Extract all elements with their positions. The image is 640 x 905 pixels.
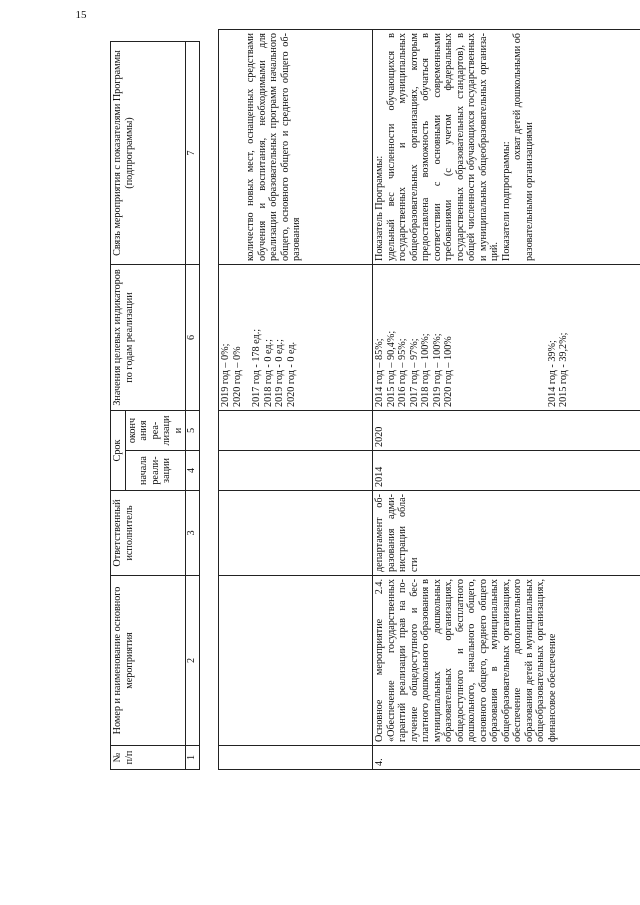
page-number: 15 xyxy=(75,9,87,21)
column-number-5: 5 xyxy=(186,411,200,451)
row-4-executor: департамент образования администрации области xyxy=(373,491,640,576)
program-indicator-text: удельный вес численности обучающихся в государственных и муниципальных общеобразовательных организациях, которым предоставлена возможность обучаться в соответствии с основными современными требованиями (с учетом федеральных государственных образовательных стандартов), в общей численности обучающихся государственных и муниципальных общеобразовательных организаций. xyxy=(385,33,500,261)
continued-value: 2020 год – 0% xyxy=(231,346,243,407)
row-4-value: 2014 год - 39%; xyxy=(546,340,558,407)
continued-value: 2017 год - 178 ед.; xyxy=(251,328,262,407)
body-table xyxy=(218,29,640,770)
subprogram-indicator-text: охват детей дошкольными об xyxy=(512,33,523,160)
row-4-value: 2016 год – 95%; xyxy=(397,338,408,407)
row-4-value: 2014 год – 85%; xyxy=(374,338,385,407)
row-4-values xyxy=(373,265,640,411)
continued-link-cell xyxy=(219,30,373,265)
continued-link-text: количество новых мест, оснащенных средствами обучения и воспитания, необходимыми для реализации образовательных программ начального общего, основного общего и среднего общего образования xyxy=(245,33,302,261)
row-4-value: 2019 год – 100%; xyxy=(431,333,443,407)
row-4-value: 2020 год – 100% xyxy=(443,336,454,407)
continued-value: 2019 год - 0 ед.; xyxy=(274,339,285,407)
subprogram-indicator-text: разовательными организациями xyxy=(523,122,535,261)
header-col-start: начала реализации xyxy=(125,451,186,491)
header-col-term: Срок xyxy=(111,411,126,491)
header-col-end: окончания реализации xyxy=(125,411,186,451)
row-4-end: 2020 xyxy=(373,411,640,451)
table-row-continued xyxy=(219,30,373,770)
column-number-4: 4 xyxy=(186,451,200,491)
header-col-executor: Ответственный исполнитель xyxy=(111,491,186,576)
row-4-start: 2014 xyxy=(373,451,640,491)
program-indicator-label: Показатель Программы: xyxy=(374,155,385,261)
row-4-value: 2015 год - 39,2%; xyxy=(558,332,569,407)
row-4-link xyxy=(373,30,640,265)
column-number-3: 3 xyxy=(186,491,200,576)
column-number-7: 7 xyxy=(186,42,200,265)
column-number-1: 1 xyxy=(186,746,200,770)
header-col-link: Связь мероприятия с показателями Программы (подпрограммы) xyxy=(111,42,186,265)
row-4-number: 4. xyxy=(373,746,640,770)
row-4-value: 2017 год – 97%; xyxy=(408,338,420,407)
subprogram-indicator-label: Показатели подпрограммы: xyxy=(500,141,512,261)
continued-values-cell xyxy=(219,265,373,411)
header-col-name: Номер и наименование основного мероприятия xyxy=(111,576,186,746)
row-4-name: Основное мероприятие 2.4. «Обеспечение государственных гарантий реализации прав на получение общедоступного и бесплатного дошкольного образования в муниципальных дошкольных образовательных организациях, общедоступного и бесплатного дошкольного, начального общего, основного общего, среднего общего образования в муниципальных общеобразовательных организациях, обеспечение дополнительного образования детей в муниципальных общеобразовательных организациях, финансовое обеспечение xyxy=(373,576,640,746)
rotated-table-container xyxy=(110,30,600,770)
continued-value: 2019 год – 0%; xyxy=(220,343,231,407)
table-row-4 xyxy=(373,30,640,770)
header-col-number: № п/п xyxy=(111,746,186,770)
header-col-values: Значения целевых индикаторов по годам реализации xyxy=(111,265,186,411)
row-4-value: 2018 год – 100%; xyxy=(420,333,431,407)
column-number-6: 6 xyxy=(186,265,200,411)
continued-value: 2020 год - 0 ед. xyxy=(285,341,297,407)
continued-value: 2018 год - 0 ед.; xyxy=(262,339,274,407)
row-4-value: 2015 год – 90,4%; xyxy=(385,330,397,407)
column-number-2: 2 xyxy=(186,576,200,746)
header-table xyxy=(110,41,200,770)
